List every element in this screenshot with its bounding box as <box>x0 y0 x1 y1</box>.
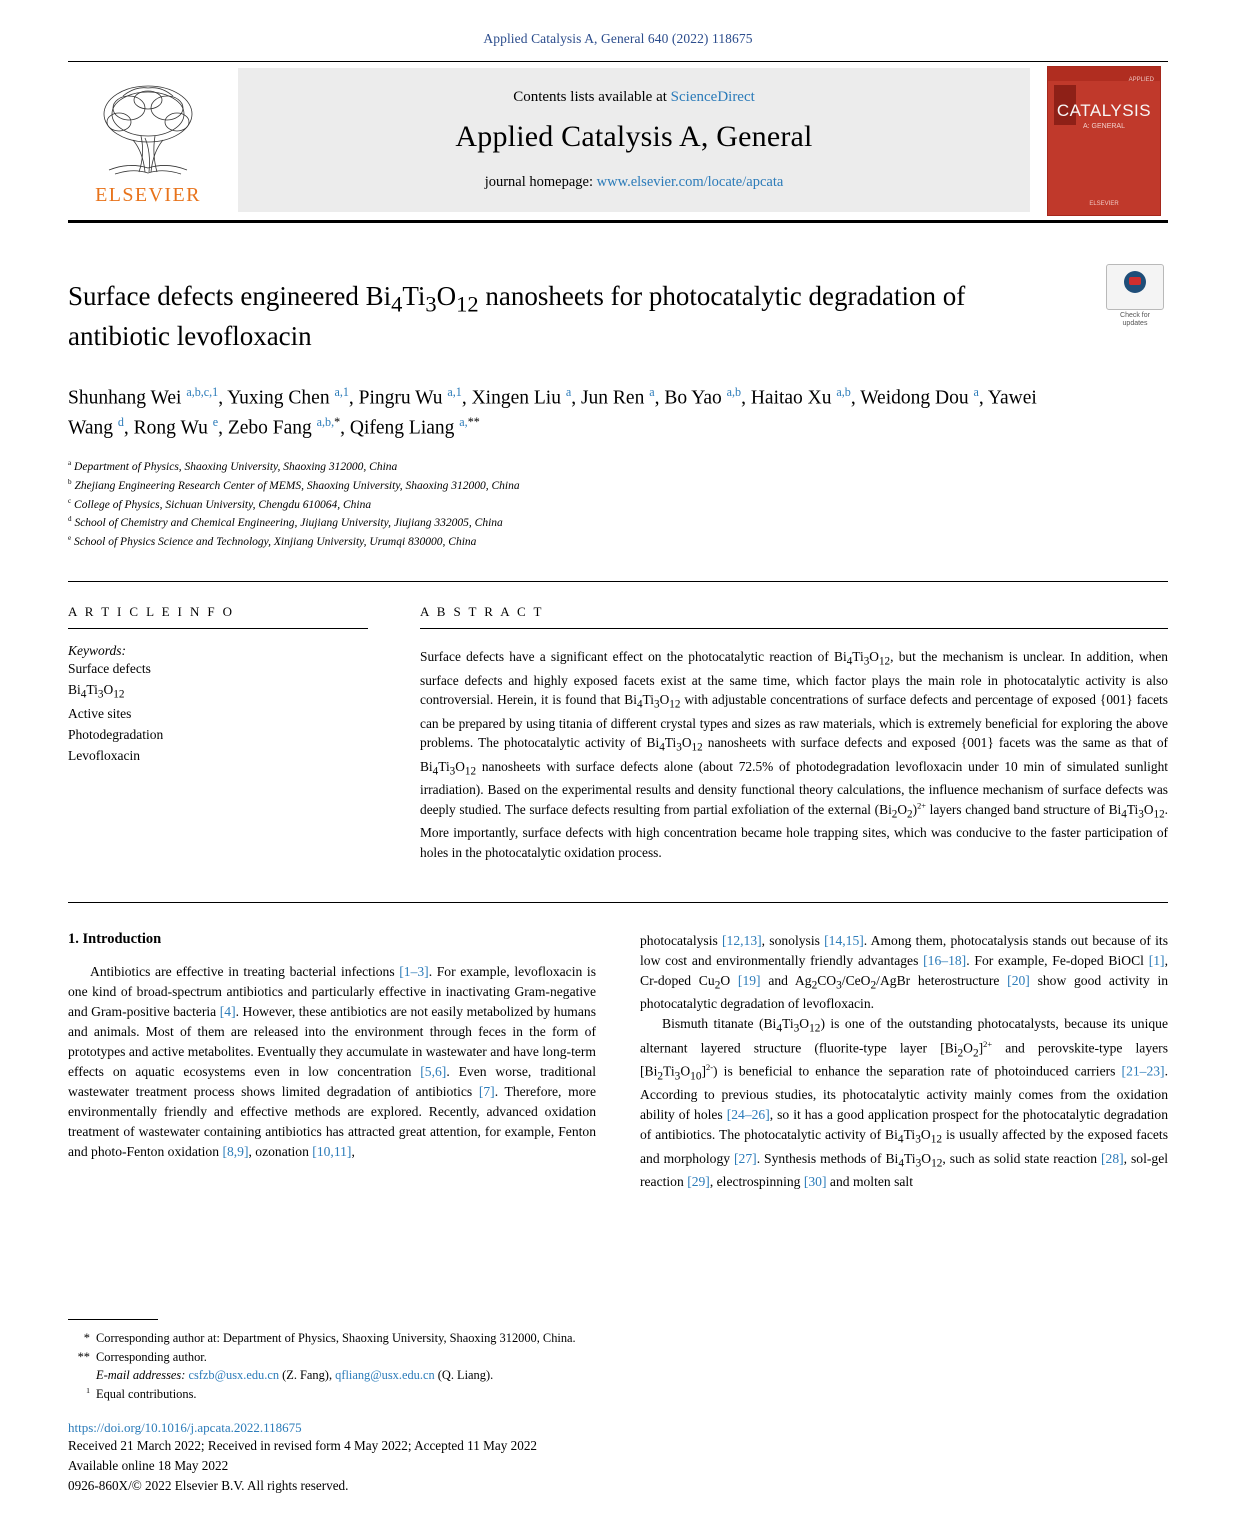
keyword-item: Photodegradation <box>68 727 164 743</box>
affiliation-item: $^a$ Department of Physics, Shaoxing University, Shaoxing 312000, China <box>68 459 398 474</box>
affiliation-text: School of Chemistry and Chemical Engineering, Jiujiang University, Jiujiang 332005, China <box>74 517 503 530</box>
page-title: Surface defects engineered $Bi_4Ti_3O_{12}$ nanosheets for photocatalytic degradation of antibiotic levofloxacin <box>68 281 966 351</box>
homepage-link[interactable]: www.elsevier.com/locate/apcata <box>596 174 784 190</box>
email-link-1[interactable]: csfzb@usx.edu.cn <box>188 1368 280 1383</box>
footnote-corresponding-2 <box>68 1348 628 1367</box>
article-info-heading: A R T I C L E I N F O <box>68 604 235 620</box>
journal-cover-image <box>1047 66 1161 216</box>
email-owner-2: (Q. Liang). <box>437 1368 494 1383</box>
copyright-line: 0926-860X/© 2022 Elsevier B.V. All rights reserved. <box>68 1477 349 1493</box>
affiliation-text: College of Physics, Sichuan University, Chengdu 610064, China <box>74 498 372 511</box>
info-abstract-row <box>68 604 1168 876</box>
affiliation-text: School of Physics Science and Technology, Xinjiang University, Urumqi 830000, China <box>74 535 477 548</box>
citation-link[interactable]: [27] <box>734 1150 757 1166</box>
footnotes-block <box>68 1319 628 1496</box>
body-column-left <box>68 931 596 1192</box>
footnote-mark: * <box>83 1331 90 1346</box>
affiliation-item: $^c$ College of Physics, Sichuan University, Chengdu 610064, China <box>68 496 372 511</box>
body-divider <box>68 902 1168 903</box>
homepage-prefix: journal homepage: <box>484 174 593 190</box>
citation-link[interactable]: [28] <box>1101 1150 1124 1166</box>
journal-masthead <box>68 61 1168 220</box>
contents-line <box>513 89 755 106</box>
cover-bottom-text: ELSEVIER <box>1089 201 1119 207</box>
affiliation-item: $^d$ School of Chemistry and Chemical Engineering, Jiujiang University, Jiujiang 332005, China <box>68 515 503 530</box>
citation-link[interactable]: [1–3] <box>399 963 429 979</box>
paragraph: photocatalysis [12,13], sonolysis [14,15]. Among them, photocatalysis stands out because of its low cost and environmentally friendly advantages [16–18]. For example, Fe-doped BiOCl [1], Cr-doped $Cu_2O$ [19] and $Ag_2CO_3/CeO_2$/AgBr heterostructure [20] show good activity in photocatalytic degradation of levofloxacin. <box>640 932 1169 1012</box>
footnote-mark: 1 <box>86 1386 90 1396</box>
email-link-2[interactable]: qfliang@usx.edu.cn <box>335 1368 435 1383</box>
citation-link[interactable]: [5,6] <box>420 1063 447 1079</box>
footnote-text: Corresponding author at: Department of Physics, Shaoxing University, Shaoxing 312000, China. <box>96 1331 576 1346</box>
doi-link[interactable]: https://doi.org/10.1016/j.apcata.2022.118675 <box>68 1419 302 1435</box>
affiliation-list <box>68 458 1168 551</box>
keyword-item: $Bi_4Ti_3O_{12}$ <box>68 682 125 701</box>
title-block <box>68 279 1168 551</box>
crossmark-circle-icon <box>1124 271 1146 293</box>
footnote-text: Equal contributions. <box>96 1387 197 1402</box>
author-list: Shunhang Wei $^{a,b,c,1}$, Yuxing Chen $^{a,1}$, Pingru Wu $^{a,1}$, Xingen Liu $^a$, Jun Ren $^a$, Bo Yao $^{a,b}$, Haitao Xu $^{a,b}$, Weidong Dou $^a$, Yawei Wang $^d$, Rong Wu $^e$, Zebo Fang $^{a,b,*}$, Qifeng Liang $^{a,**}$ <box>68 384 1037 438</box>
check-updates-line2: updates <box>1122 320 1148 328</box>
abstract-heading: A B S T R A C T <box>420 604 544 620</box>
paragraph: Antibiotics are effective in treating bacterial infections [1–3]. For example, levofloxacin is one kind of broad-spectrum antibiotics and particularly effective in inactivating Gram-negative and Gram-positive bacteria [4]. However, these antibiotics are not easily metabolized by humans and animals. Most of them are released into the environment through feces in the form of prototypes and active metabolites. Eventually they accumulate in wastewater and have long-term effects on aquatic ecosystems even in low concentration [5,6]. Even worse, traditional wastewater treatment process shows limited degradation of antibiotics [7]. Therefore, more environmentally friendly and effective methods are explored. Recently, advanced oxidation treatment of wastewater containing antibiotics has attracted great attention, for example, Fenton and photo-Fenton oxidation [8,9], ozonation [10,11], <box>68 963 597 1159</box>
citation-link[interactable]: [10,11] <box>312 1143 352 1159</box>
received-dates: Received 21 March 2022; Received in revised form 4 May 2022; Accepted 11 May 2022 <box>68 1437 538 1453</box>
footnote-rule <box>68 1319 158 1320</box>
abstract-column <box>402 604 1168 876</box>
article-info-column <box>68 604 402 876</box>
keyword-item: Surface defects <box>68 661 151 677</box>
crossmark-icon <box>1106 264 1164 310</box>
citation-link[interactable]: [14,15] <box>824 932 864 948</box>
abstract-text: Surface defects have a significant effect on the photocatalytic reaction of $Bi_4Ti_3O_{12}$, but the mechanism is unclear. In addition, when surface defects and highly exposed facets exist at the same time, which factor plays the main role in photocatalytic activity is also controversial. Herein, it is found that $Bi_4Ti_3O_{12}$ with adjustable concentrations of surface defects and percentage of exposed {001} facets can be prepared by using titania of different crystal types and sizes as raw materials, which is extremely beneficial for exploring the above problems. The photocatalytic activity of $Bi_4Ti_3O_{12}$ nanosheets with surface defects and exposed {001} facets was the same as that of $Bi_4Ti_3O_{12}$ nanosheets with surface defects alone (about 72.5% of photodegradation levofloxacin under 10 min of simulated sunlight irradiation). Based on the experimental results and density functional theory calculations, the influence mechanism of surface defects was deeply studied. The surface defects resulting from partial exfoliation of the external $(Bi_2O_2)^{2+}$ layers changed band structure of $Bi_4Ti_3O_{12}$. More importantly, surface defects with high concentration became hole trapping sites, which was conducive to the faster participation of holes in the photocatalytic oxidation process. <box>420 649 1169 860</box>
citation-link[interactable]: [4] <box>219 1003 236 1019</box>
citation-link[interactable]: [7] <box>478 1083 495 1099</box>
paragraph: Bismuth titanate $(Bi_4Ti_3O_{12})$ is one of the outstanding photocatalysts, because its unique alternant layered structure (fluorite-type layer $[Bi_2O_2]^{2+}$ and perovskite-type layers $[Bi_2Ti_3O_{10}]^{2-}$) is beneficial to enhance the separation rate of photoinduced carriers [21–23]. According to previous studies, its photocatalytic activity mainly comes from the oxidation ability of holes [24–26], so it has a good application prospect for the photocatalytic degradation of antibiotics. The photocatalytic activity of $Bi_4Ti_3O_{12}$ is usually affected by the exposed facets and morphology [27]. Synthesis methods of $Bi_4Ti_3O_{12}$, such as solid state reaction [28], sol-gel reaction [29], electrospinning [30] and molten salt <box>640 1016 1169 1189</box>
citation-link[interactable]: [21–23] <box>1121 1063 1165 1079</box>
affiliation-item: $^e$ School of Physics Science and Technology, Xinjiang University, Urumqi 830000, China <box>68 533 477 548</box>
citation-link[interactable]: [8,9] <box>222 1143 249 1159</box>
journal-title: Applied Catalysis A, General <box>455 120 813 153</box>
sciencedirect-link[interactable]: ScienceDirect <box>670 89 755 105</box>
keyword-item: Active sites <box>68 706 132 722</box>
affiliation-item: $^b$ Zhejiang Engineering Research Center of MEMS, Shaoxing University, Shaoxing 312000, China <box>68 478 520 492</box>
email-label: E-mail addresses: <box>96 1368 186 1383</box>
citation-link[interactable]: [24–26] <box>726 1107 770 1123</box>
citation-link[interactable]: [29] <box>687 1173 710 1189</box>
email-owner-1: (Z. Fang), <box>282 1368 333 1383</box>
check-updates-label <box>1102 312 1168 328</box>
cover-corner-text: APPLIED <box>1128 77 1154 83</box>
check-for-updates-badge[interactable] <box>1102 264 1168 328</box>
abstract-rule <box>420 628 1168 629</box>
cover-subtitle: A: GENERAL <box>1082 123 1125 130</box>
footnote-emails <box>68 1366 628 1385</box>
affiliation-text: Zhejiang Engineering Research Center of MEMS, Shaoxing University, Shaoxing 312000, China <box>74 479 520 492</box>
footnote-corresponding-1 <box>68 1329 628 1348</box>
journal-cover <box>1040 62 1168 220</box>
section-divider <box>68 581 1168 582</box>
running-head: Applied Catalysis A, General 640 (2022) 118675 <box>483 31 753 46</box>
footnote-mark: ** <box>77 1349 90 1364</box>
journal-header-band <box>238 68 1030 212</box>
available-online: Available online 18 May 2022 <box>68 1457 229 1473</box>
article-info-rule <box>68 628 368 629</box>
elsevier-logo <box>68 62 228 220</box>
affiliation-text: Department of Physics, Shaoxing University, Shaoxing 312000, China <box>74 461 398 474</box>
citation-link[interactable]: [1] <box>1148 952 1165 968</box>
elsevier-wordmark: ELSEVIER <box>95 183 201 206</box>
body-columns <box>68 931 1168 1192</box>
footnote-text: Corresponding author. <box>96 1349 207 1364</box>
elsevier-tree-icon <box>89 78 207 182</box>
citation-link[interactable]: [12,13] <box>722 932 762 948</box>
check-updates-line1: Check for <box>1120 312 1150 319</box>
footnote-equal-contributions <box>68 1385 628 1404</box>
citation-link[interactable]: [16–18] <box>923 952 967 968</box>
keywords-list <box>68 659 368 767</box>
contents-prefix: Contents lists available at <box>513 89 667 105</box>
homepage-line <box>485 174 784 191</box>
section-heading: 1. Introduction <box>68 930 162 947</box>
keywords-label: Keywords: <box>68 643 126 659</box>
masthead-rule <box>68 220 1168 223</box>
keyword-item: Levofloxacin <box>68 748 140 764</box>
citation-link[interactable]: [19] <box>737 972 761 988</box>
body-column-right <box>640 931 1168 1192</box>
cover-title: CATALYSIS <box>1056 101 1152 120</box>
citation-link[interactable]: [30] <box>803 1173 827 1189</box>
citation-link[interactable]: [20] <box>1007 972 1030 988</box>
